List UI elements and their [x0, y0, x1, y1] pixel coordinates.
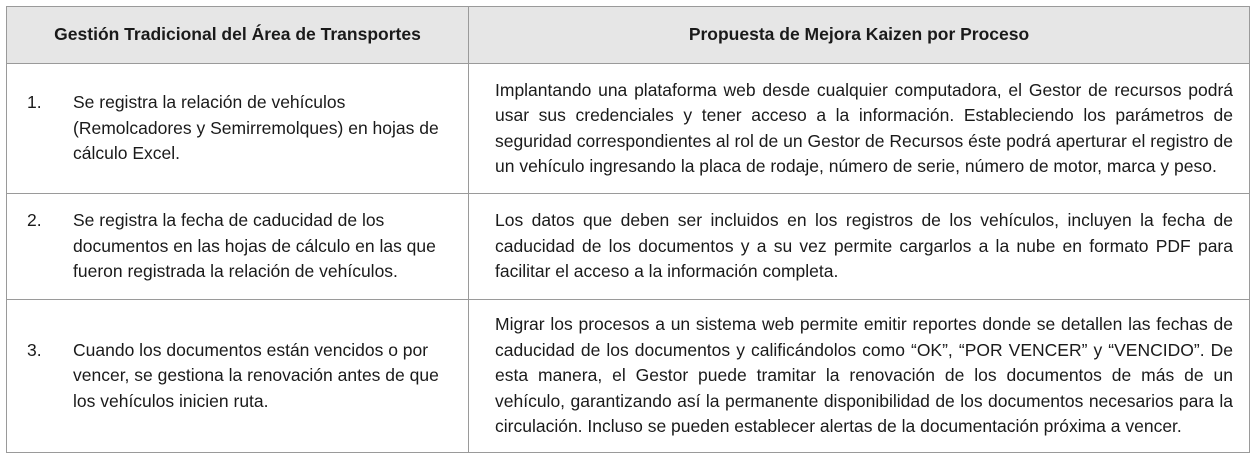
proposal-cell: Los datos que deben ser incluidos en los registros de los vehículos, incluyen la fecha de caducidad de los documentos y a su vez permite cargarlos a la nube en formato PDF para facilitar el acceso a la información completa. [469, 194, 1250, 300]
traditional-text: Se registra la fecha de caducidad de los documentos en las hojas de cálculo en las que fueron registrada la relación de vehículos. [73, 210, 436, 282]
table-row [7, 300, 1250, 453]
table-row [7, 64, 1250, 194]
header-kaizen-proposal: Propuesta de Mejora Kaizen por Proceso [469, 7, 1250, 64]
traditional-cell [7, 64, 469, 194]
traditional-cell [7, 300, 469, 453]
proposal-cell: Implantando una plataforma web desde cualquier computadora, el Gestor de recursos podrá usar sus credenciales y tener acceso a la información. Estableciendo los parámetros de seguridad correspondientes al rol de un Gestor de Recursos éste podrá aperturar el registro de un vehículo ingresando la placa de rodaje, número de serie, número de motor, marca y peso. [469, 64, 1250, 194]
header-row [7, 7, 1250, 64]
table-row [7, 194, 1250, 300]
row-number: 3. [27, 339, 42, 360]
row-number: 1. [27, 92, 42, 113]
header-traditional: Gestión Tradicional del Área de Transportes [7, 7, 469, 64]
comparison-table [6, 6, 1250, 453]
traditional-cell [7, 194, 469, 300]
proposal-cell: Migrar los procesos a un sistema web permite emitir reportes donde se detallen las fechas de caducidad de los documentos y calificándolos como “OK”, “POR VENCER” y “VENCIDO”. De esta manera, el Gestor puede tramitar la renovación de los documentos de más de un vehículo, garantizando así la permanente disponibilidad de los documentos necesarios para la circulación. Incluso se pueden establecer alertas de la documentación próxima a vencer. [469, 300, 1250, 453]
row-number: 2. [27, 210, 42, 231]
traditional-text: Se registra la relación de vehículos (Remolcadores y Semirremolques) en hojas de cálculo Excel. [73, 92, 439, 164]
traditional-text: Cuando los documentos están vencidos o por vencer, se gestiona la renovación antes de que los vehículos inicien ruta. [73, 339, 439, 411]
